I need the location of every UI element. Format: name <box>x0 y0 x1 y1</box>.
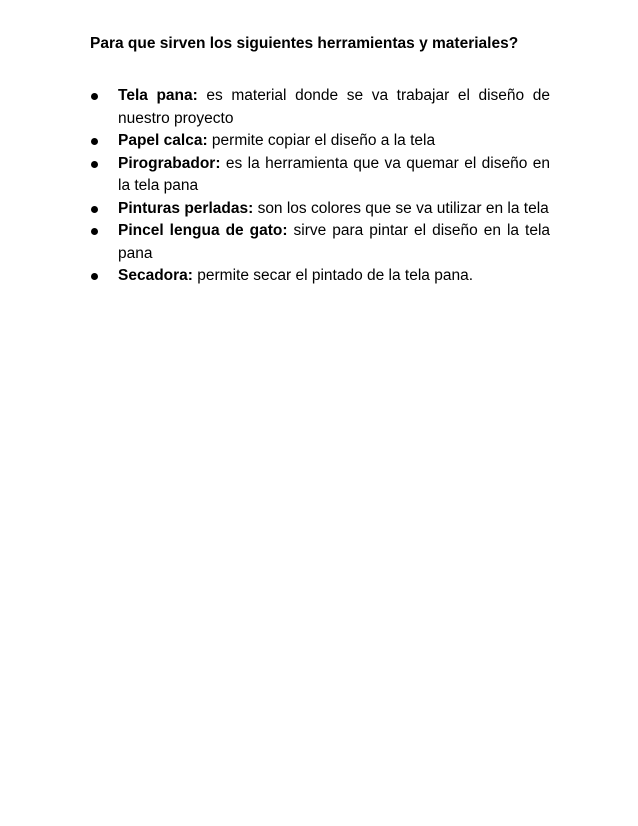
list-item-pirograbador <box>90 153 550 198</box>
list-item-papel-calca <box>90 130 550 153</box>
document-heading: Para que sirven los siguientes herramientas y materiales? <box>90 35 519 52</box>
bullet-icon <box>91 206 98 213</box>
item-description: permite secar el pintado de la tela pana. <box>197 267 473 284</box>
item-description: son los colores que se va utilizar en la tela <box>257 199 549 217</box>
bullet-icon <box>91 273 98 280</box>
item-description: es la herramienta que va quemar el diseño en la tela pana <box>118 154 550 194</box>
list-item-secadora <box>90 265 550 288</box>
list-item-pinturas-perladas <box>90 198 550 221</box>
item-term: Pinturas perladas: <box>118 199 254 217</box>
item-description: permite copiar el diseño a la tela <box>211 132 436 149</box>
bullet-icon <box>91 161 98 168</box>
item-description: es material donde se va trabajar el diseño de nuestro proyecto <box>118 87 550 127</box>
bullet-icon <box>91 138 98 145</box>
item-term: Secadora: <box>118 267 193 284</box>
bullet-list <box>90 85 550 288</box>
item-description: sirve para pintar el diseño en la tela pana <box>118 222 551 262</box>
item-term: Pirograbador: <box>118 154 221 172</box>
bullet-icon <box>91 228 98 235</box>
bullet-icon <box>91 93 98 100</box>
item-term: Tela pana: <box>118 87 198 104</box>
list-item-pincel-lengua-de-gato <box>90 220 550 265</box>
item-term: Pincel lengua de gato: <box>118 222 288 239</box>
list-item-tela-pana <box>90 85 550 130</box>
item-term: Papel calca: <box>118 132 208 149</box>
